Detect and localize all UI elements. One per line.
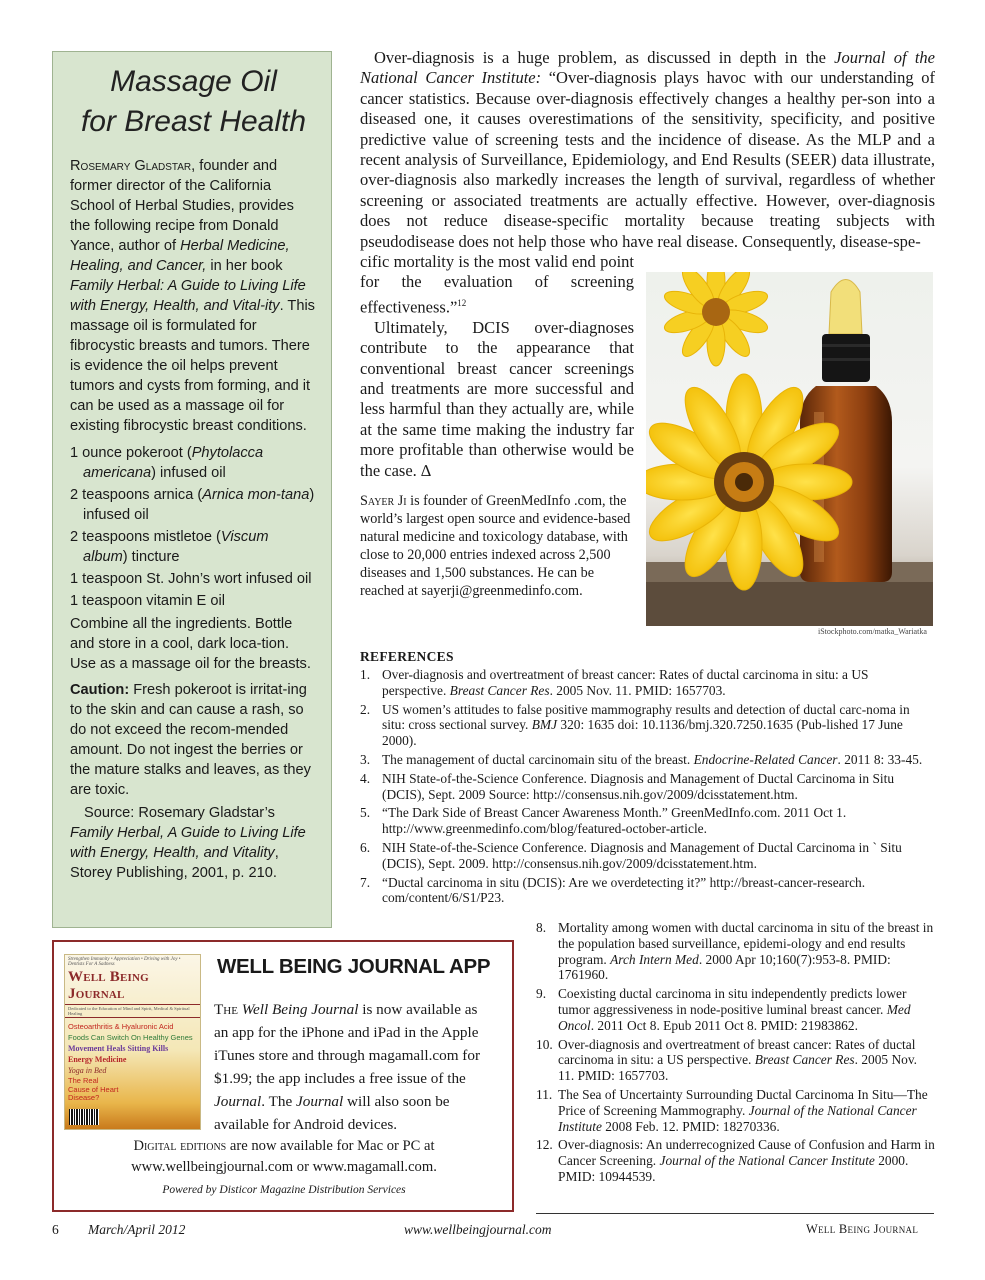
ingredient-item: 1 ounce pokeroot (Phytolacca americana) infused oil bbox=[70, 445, 264, 481]
article-paragraph: Ultimately, DCIS over-diagnoses contribute to the appearance that conventional breast cancer screenings and treatments are more successful and less harmful than they actually are, while at the same time making the industry far more profitable than otherwise would be the case. ∆ bbox=[360, 317, 634, 480]
reference-item bbox=[360, 752, 935, 768]
reference-list bbox=[360, 667, 935, 909]
reference-number: 5. bbox=[360, 805, 371, 821]
ingredient-item: 1 teaspoon St. John’s wort infused oil bbox=[70, 571, 312, 587]
ingredient-item: 1 teaspoon vitamin E oil bbox=[70, 593, 225, 609]
reference-item bbox=[360, 702, 935, 749]
reference-text: US women’s attitudes to false positive mammography results and detection of ductal carc-noma in situ: cross sectional survey. BMJ 320: 1635 doi: 10.1136/bmj.320.7250.1635 (Pub-lished 17 June 2000). bbox=[382, 701, 910, 749]
reference-number: 12. bbox=[536, 1137, 553, 1153]
reference-number: 3. bbox=[360, 751, 371, 767]
reference-item bbox=[360, 771, 935, 803]
reference-item bbox=[360, 840, 935, 872]
article-paragraph: cific mortality is the most valid end point for the evaluation of screening effectiveness.”$^{12}$ bbox=[360, 252, 634, 317]
combine-instructions: Combine all the ingredients. Bottle and store in a cool, dark loca-tion. Use as a massage oil for the breasts. bbox=[70, 616, 311, 672]
references-heading: REFERENCES bbox=[360, 649, 454, 664]
reference-item bbox=[536, 986, 935, 1033]
app-promo-box bbox=[52, 940, 514, 1212]
reference-list-continued bbox=[536, 920, 935, 1188]
reference-text: “The Dark Side of Breast Cancer Awareness Month.” GreenMedInfo.com. 2011 Oct 1. http://www.greenmedinfo.com/blog/featured-october-article. bbox=[382, 805, 847, 837]
recipe-source: Source: Rosemary Gladstar’s Family Herbal, A Guide to Living Life with Energy, Health, and Vitality, Storey Publishing, 2001, p. 210. bbox=[70, 805, 306, 881]
photo-credit: iStockphoto.com/matka_Wariatka bbox=[818, 627, 927, 636]
reference-text: Mortality among women with ductal carcinoma in situ of the breast in the population based surveillance, epidemi-ology and end results program. Arch Intern Med. 2000 Apr 10;160(7):953-8. PMID: 1761960. bbox=[558, 920, 934, 983]
footer-journal-name: Well Being Journal bbox=[806, 1222, 919, 1236]
article-wrap-column bbox=[360, 252, 634, 600]
cover-masthead: Well Being Journal bbox=[68, 969, 149, 1002]
reference-item bbox=[536, 920, 935, 983]
article-paragraph: Over-diagnosis is a huge problem, as discussed in depth in the Journal of the National Cancer Institute: “Over-diagnosis plays havoc with our understanding of cancer statistics. Because over-diagnosis effectively changes a healthy per-son into a diseased one, it causes overestimations of the sensitivity, specificity, and positive predictive value of screening tests and the incidence of disease. As the MLP and a recent analysis of Surveillance, Epidemiology, and End Results (SEER) data illustrate, over-diagnosis also markedly increases the length of survival, regardless of whether screening or associated treatments are actually effective. However, over-diagnosis does not reduce disease-specific mortality because treating subjects with pseudodisease does not help those who have real disease. Consequently, disease-spe- bbox=[360, 48, 935, 251]
footer-rule bbox=[536, 1213, 934, 1214]
reference-number: 10. bbox=[536, 1036, 553, 1052]
reference-item bbox=[360, 667, 935, 699]
digital-editions-note: Digital editions are now available for Mac or PC at www.wellbeingjournal.com or www.magamall.com. bbox=[131, 1138, 437, 1175]
app-description: The Well Being Journal is now available as an app for the iPhone and iPad in the Apple iTunes store and through magamall.com for $1.99; the app includes a free issue of the Journal. The Journal will also soon be available for Android devices. bbox=[214, 1001, 481, 1133]
barcode-icon bbox=[69, 1109, 99, 1125]
reference-text: “Ductal carcinoma in situ (DCIS): Are we overdetecting it?” http://breast-cancer-research. com/content/6/S1/P23. bbox=[382, 874, 866, 906]
caution-note: Caution: Fresh pokeroot is irritat-ing to the skin and can cause a rash, so do not exceed the recom-mended amount. Do not ingest the berries or the mature stalks and leaves, as they are toxic. bbox=[70, 682, 311, 798]
page-number: 6 bbox=[52, 1222, 59, 1237]
flower-oil-photo bbox=[646, 272, 933, 626]
ingredient-item: 2 teaspoons mistletoe (Viscum album) tincture bbox=[70, 529, 269, 565]
sidebar-intro: Rosemary Gladstar, founder and former director of the California School of Herbal Studies, provides the following recipe from Donald Yance, author of Herbal Medicine, Healing, and Cancer, in her book Family Herbal: A Guide to Living Life with Energy, Health, and Vital-ity. This massage oil is formulated for fibrocystic breasts and tumors. There is evidence the oil helps prevent tumors and cysts from forming, and it can be used as a massage oil for existing fibrocystic breast conditions. bbox=[70, 158, 315, 434]
ingredient-item: 2 teaspoons arnica (Arnica mon-tana) infused oil bbox=[70, 487, 315, 523]
small-flower-icon bbox=[662, 272, 770, 366]
reference-text: NIH State-of-the-Science Conference. Diagnosis and Management of Ductal Carcinoma in ` Situ (DCIS), Sept. 2009. http://consensus.nih.gov/2009/dcisstatement.htm. bbox=[382, 839, 902, 871]
reference-text: The management of ductal carcinomain situ of the breast. Endocrine-Related Cancer. 2011 8: 33-45. bbox=[382, 751, 923, 767]
app-title: WELL BEING JOURNAL APP bbox=[217, 955, 491, 978]
reference-text: The Sea of Uncertainty Surrounding Ductal Carcinoma In Situ—The Price of Screening Mammography. Journal of the National Cancer Institute 2008 Feb. 12. PMID: 18270336. bbox=[558, 1086, 928, 1134]
reference-text: NIH State-of-the-Science Conference. Diagnosis and Management of Ductal Carcinoma in Situ (DCIS), Sept. 2009 Source: http://consensus.nih.gov/2009/dcisstatement.htm. bbox=[382, 770, 895, 802]
flower-oil-illustration bbox=[646, 272, 933, 626]
reference-item bbox=[536, 1037, 935, 1084]
reference-item bbox=[360, 875, 935, 907]
issue-date: March/April 2012 bbox=[88, 1222, 186, 1237]
reference-text: Over-diagnosis: An underrecognized Cause of Confusion and Harm in Cancer Screening. Journal of the National Cancer Institute 2000. PMID: 10944539. bbox=[558, 1137, 935, 1184]
sidebar-title: Massage Oil for Breast Health bbox=[80, 65, 307, 138]
powered-by-note: Powered by Disticor Magazine Distribution Services bbox=[162, 1184, 406, 1196]
ingredient-list bbox=[70, 443, 317, 611]
reference-number: 1. bbox=[360, 667, 371, 682]
reference-number: 2. bbox=[360, 701, 371, 717]
reference-number: 6. bbox=[360, 839, 371, 855]
reference-number: 9. bbox=[536, 986, 547, 1002]
recipe-sidebar bbox=[52, 51, 332, 928]
magazine-cover: Strengthen Immunity • Appreciation • Driving with Joy • Dentists For A Sadness Well Being Journal Dedicated to the Education of Mind and Spirit, Medical & Spiritual Healing Osteoarthritis & Hyaluronic Acid Foods Can Switch On Healthy Genes Movement Heals Sitting Kills Energy Medicine Yoga in Bed The Real Cause of Heart Disease? bbox=[64, 954, 201, 1130]
reference-number: 11. bbox=[536, 1086, 553, 1102]
reference-item bbox=[536, 1137, 935, 1184]
reference-number: 8. bbox=[536, 920, 547, 935]
reference-text: Coexisting ductal carcinoma in situ independently predicts lower tumor aggressiveness in node-positive luminal breast cancer. Med Oncol. 2011 Oct 8. Epub 2011 Oct 8. PMID: 21983862. bbox=[558, 986, 911, 1033]
reference-text: Over-diagnosis and overtreatment of breast cancer: Rates of ductal carcinoma in situ: a US perspective. Breast Cancer Res. 2005 Nov. 11. PMID: 1657703. bbox=[382, 667, 869, 698]
reference-number: 7. bbox=[360, 874, 371, 890]
reference-item bbox=[536, 1087, 935, 1134]
reference-number: 4. bbox=[360, 770, 371, 786]
footer-url[interactable]: www.wellbeingjournal.com bbox=[404, 1222, 552, 1237]
reference-text: Over-diagnosis and overtreatment of breast cancer: Rates of ductal carcinoma in situ: a US perspective. Breast Cancer Res. 2005 Nov. 11. PMID: 1657703. bbox=[558, 1036, 918, 1084]
reference-item bbox=[360, 805, 935, 837]
author-bio: Sayer Ji is founder of GreenMedInfo .com, the world’s largest open source and evidence-based natural medicine and toxicology database, with close to 20,000 entries indexed across 2,500 diseases and 1,500 substances. He can be reached at sayerji@greenmedinfo.com. bbox=[360, 493, 631, 600]
